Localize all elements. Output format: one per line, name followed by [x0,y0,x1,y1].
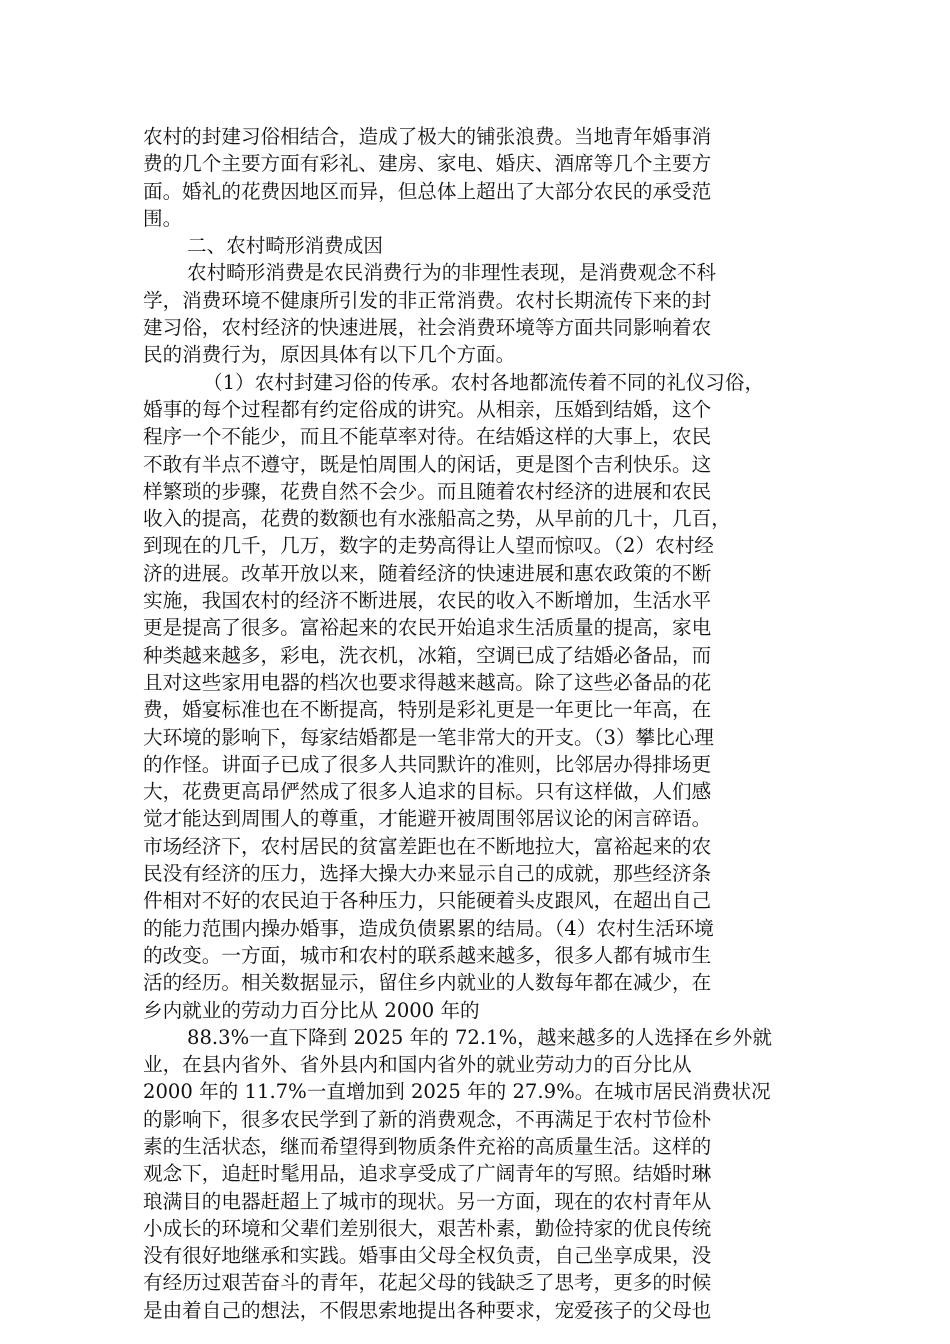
text-line: 二、农村畸形消费成因 [187,234,383,258]
text-line: 没有很好地继承和实践。婚事由父母全权负责，自己坐享成果，没 [143,1244,712,1268]
text-line: 市场经济下，农村居民的贫富差距也在不断地拉大，富裕起来的农 [143,834,712,858]
text-line: 样繁琐的步骤，花费自然不会少。而且随着农村经济的进展和农民 [143,479,712,503]
text-line: 是由着自己的想法，不假思索地提出各种要求，宠爱孩子的父母也 [143,1298,712,1322]
text-line: 面。婚礼的花费因地区而异，但总体上超出了大部分农民的承受范 [143,179,712,203]
text-line: 88.3%一直下降到 2025 年的 72.1%，越来越多的人选择在乡外就 [187,1025,772,1049]
text-line: 有经历过艰苦奋斗的青年，花起父母的钱缺乏了思考，更多的时候 [143,1271,712,1295]
text-line: 民的消费行为，原因具体有以下几个方面。 [143,343,516,367]
text-line: 件相对不好的农民迫于各种压力，只能硬着头皮跟风，在超出自己 [143,889,712,913]
text-line: 围。 [143,206,183,230]
text-line: 业，在县内省外、省外县内和国内省外的就业劳动力的百分比从 [143,1053,692,1077]
text-line: 大，花费更高昂俨然成了很多人追求的目标。只有这样做，人们感 [143,780,712,804]
text-line: 琅满目的电器赶超上了城市的现状。另一方面，现在的农村青年从 [143,1189,712,1213]
text-line: 民没有经济的压力，选择大操大办来显示自己的成就，那些经济条 [143,862,712,886]
text-line: 观念下，追赶时髦用品，追求享受成了广阔青年的写照。结婚时琳 [143,1162,712,1186]
text-line: 的影响下，很多农民学到了新的消费观念，不再满足于农村节俭朴 [143,1107,712,1131]
text-line: 种类越来越多，彩电，洗衣机，冰箱，空调已成了结婚必备品，而 [143,643,712,667]
text-line: 建习俗，农村经济的快速进展，社会消费环境等方面共同影响着农 [143,316,712,340]
text-line: 费的几个主要方面有彩礼、建房、家电、婚庆、酒席等几个主要方 [143,152,712,176]
text-line: 的作怪。讲面子已成了很多人共同默许的准则，比邻居办得排场更 [143,752,712,776]
text-line: 素的生活状态，继而希望得到物质条件充裕的高质量生活。这样的 [143,1134,712,1158]
text-line: 学，消费环境不健康所引发的非正常消费。农村长期流传下来的封 [143,288,712,312]
text-line: 不敢有半点不遵守，既是怕周围人的闲话，更是图个吉利快乐。这 [143,452,712,476]
text-line: 到现在的几千，几万，数字的走势高得让人望而惊叹。（2）农村经 [143,534,714,558]
text-line: 更是提高了很多。富裕起来的农民开始追求生活质量的提高，家电 [143,616,712,640]
text-line: 小成长的环境和父辈们差别很大，艰苦朴素，勤俭持家的优良传统 [143,1216,712,1240]
text-line: 费，婚宴标准也在不断提高，特别是彩礼更是一年更比一年高，在 [143,698,712,722]
text-line: 活的经历。相关数据显示，留住乡内就业的人数每年都在减少，在 [143,971,712,995]
text-line: 农村畸形消费是农民消费行为的非理性表现，是消费观念不科 [187,261,717,285]
text-line: （1）农村封建习俗的传承。农村各地都流传着不同的礼仪习俗， [203,370,765,394]
text-line: 济的进展。改革开放以来，随着经济的快速进展和惠农政策的不断 [143,561,712,585]
text-line: 大环境的影响下，每家结婚都是一笔非常大的开支。（3）攀比心理 [143,725,714,749]
text-line: 且对这些家用电器的档次也要求得越来越高。除了这些必备品的花 [143,670,712,694]
text-line: 乡内就业的劳动力百分比从 2000 年的 [143,998,480,1022]
text-line: 收入的提高，花费的数额也有水涨船高之势，从早前的几十，几百， [143,507,731,531]
text-line: 农村的封建习俗相结合，造成了极大的铺张浪费。当地青年婚事消 [143,125,712,148]
text-line: 2000 年的 11.7%一直增加到 2025 年的 27.9%。在城市居民消费状况 [143,1080,771,1104]
document-body [143,123,811,1324]
text-line: 觉才能达到周围人的尊重，才能避开被周围邻居议论的闲言碎语。 [143,807,712,831]
text-line: 实施，我国农村的经济不断进展，农民的收入不断增加，生活水平 [143,589,712,613]
text-line: 的能力范围内操办婚事，造成负债累累的结局。（4）农村生活环境 [143,916,714,940]
text-line: 婚事的每个过程都有约定俗成的讲究。从相亲，压婚到结婚，这个 [143,397,712,421]
text-line: 的改变。一方面，城市和农村的联系越来越多，很多人都有城市生 [143,943,712,967]
text-line: 程序一个不能少，而且不能草率对待。在结婚这样的大事上，农民 [143,425,712,449]
